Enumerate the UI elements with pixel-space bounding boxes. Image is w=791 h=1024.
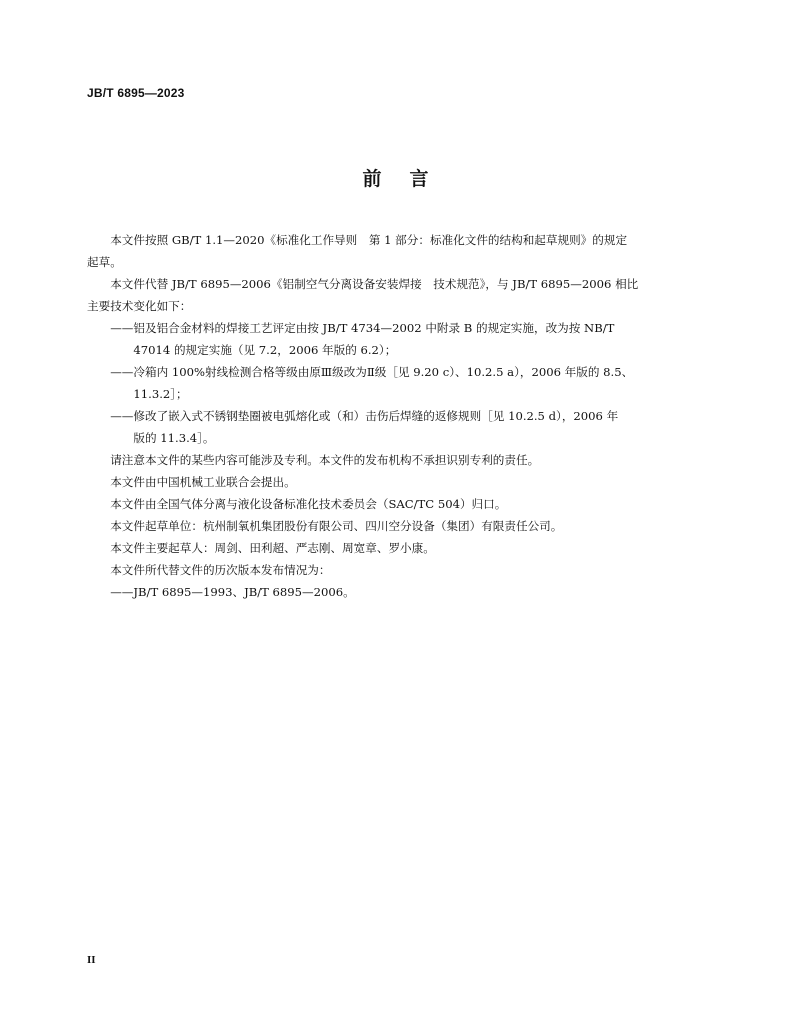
paragraph-line: 起草。 — [87, 255, 122, 269]
paragraph-drafting-units: 本文件起草单位：杭州制氧机集团股份有限公司、四川空分设备（集团）有限责任公司。 — [110, 519, 563, 533]
change-item-line: 47014 的规定实施（见 7.2，2006 年版的 6.2）； — [133, 343, 397, 357]
history-item — [87, 581, 667, 603]
paragraph-replacement — [87, 273, 667, 317]
change-item — [87, 361, 667, 405]
paragraph-history-intro: 本文件所代替文件的历次版本发布情况为： — [110, 563, 331, 577]
history-item-line: ——JB/T 6895—1993、JB/T 6895—2006。 — [110, 585, 355, 599]
change-item-line: ——冷箱内 100%射线检测合格等级由原Ⅲ级改为Ⅱ级［见 9.20 c）、10.2.5 a），2006 年版的 8.5、 — [110, 365, 634, 379]
change-item-line: 版的 11.3.4］。 — [133, 431, 215, 445]
foreword-body — [87, 229, 667, 603]
page-title: 前言 — [362, 168, 457, 190]
paragraph-drafting-basis — [87, 229, 667, 273]
paragraph-managed-by: 本文件由全国气体分离与液化设备标准化技术委员会（SAC/TC 504）归口。 — [110, 497, 507, 511]
paragraph-line: 本文件代替 JB/T 6895—2006《铝制空气分离设备安装焊接 技术规范》，与 JB/T 6895—2006 相比 — [110, 277, 639, 291]
change-item-line: 11.3.2］； — [133, 387, 188, 401]
paragraph-proposed-by: 本文件由中国机械工业联合会提出。 — [110, 475, 296, 489]
change-item — [87, 317, 667, 361]
change-item-line: ——修改了嵌入式不锈钢垫圈被电弧熔化或（和）击伤后焊缝的返修规则［见 10.2.5 d），2006 年 — [110, 409, 619, 423]
change-item-line: ——铝及铝合金材料的焊接工艺评定由按 JB/T 4734—2002 中附录 B 的规定实施，改为按 NB/T — [110, 321, 615, 335]
page-number: II — [87, 954, 96, 966]
paragraph-patent-notice: 请注意本文件的某些内容可能涉及专利。本文件的发布机构不承担识别专利的责任。 — [110, 453, 540, 467]
paragraph-line: 本文件按照 GB/T 1.1—2020《标准化工作导则 第 1 部分：标准化文件的结构和起草规则》的规定 — [110, 233, 628, 247]
paragraph-drafters: 本文件主要起草人：周剑、田利超、严志刚、周宽章、罗小康。 — [110, 541, 435, 555]
document-code-header: JB/T 6895—2023 — [87, 86, 185, 100]
change-item — [87, 405, 667, 449]
paragraph-line: 主要技术变化如下： — [87, 299, 192, 313]
